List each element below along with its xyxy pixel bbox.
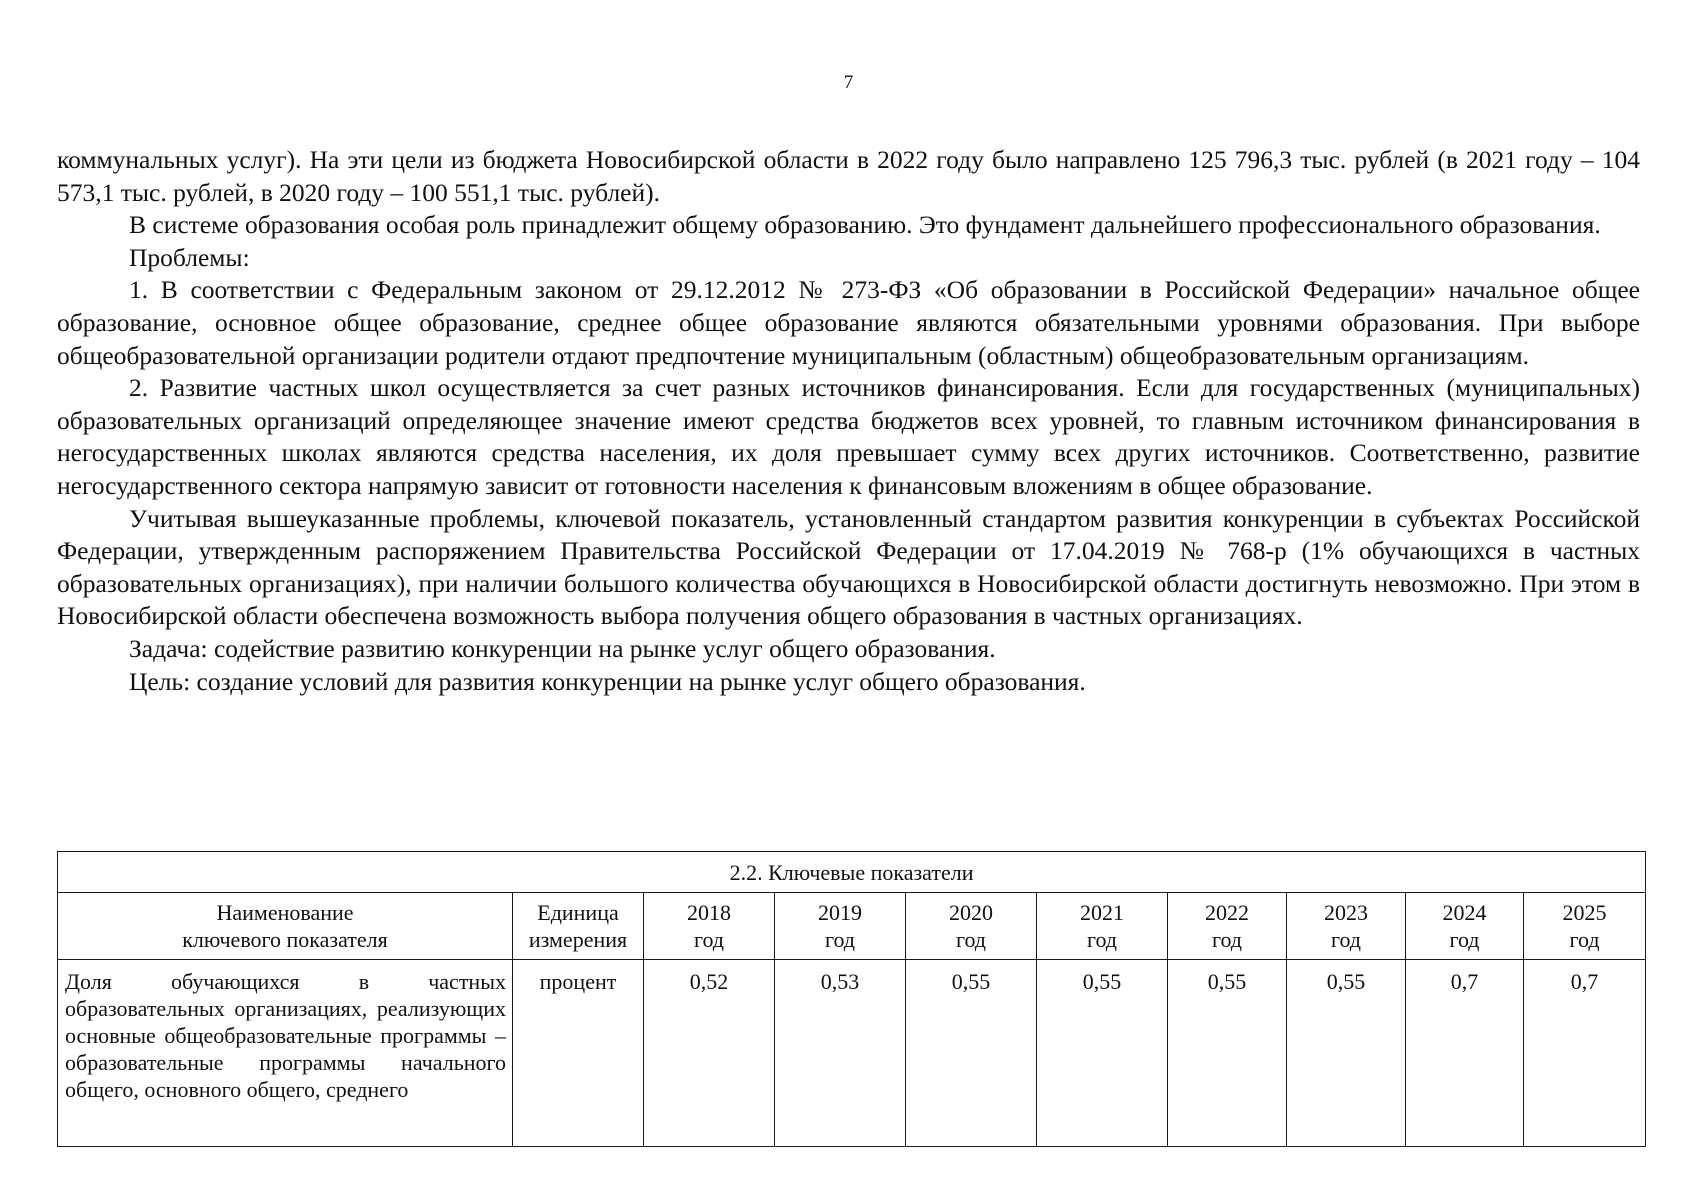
value-2018-cell: 0,52 (644, 960, 775, 1147)
value-2023-cell: 0,55 (1287, 960, 1406, 1147)
header-year-suffix: год (1086, 927, 1118, 952)
value-2022-cell: 0,55 (1168, 960, 1287, 1147)
header-indicator-name-line1: Наименование (216, 900, 354, 925)
value-2021-cell: 0,55 (1037, 960, 1168, 1147)
value-2024-cell: 0,7 (1406, 960, 1524, 1147)
header-year-suffix: год (824, 927, 856, 952)
header-year-2018 (644, 893, 775, 960)
header-year-2024 (1406, 893, 1524, 960)
paragraph-continuation: коммунальных услуг). На эти цели из бюджета Новосибирской области в 2022 году было направлено 125 796,3 тыс. рублей (в 2021 году – 104 573,1 тыс. рублей, в 2020 году – 100 551,1 тыс. рублей). (57, 145, 1640, 207)
header-year-2025 (1524, 893, 1646, 960)
header-year-suffix: год (1211, 927, 1243, 952)
value-2019-cell: 0,53 (775, 960, 906, 1147)
paragraph-goal: Цель: создание условий для развития конкуренции на рынке услуг общего образования. (129, 666, 1086, 696)
header-year: 2022 (1205, 900, 1249, 925)
value-2020-cell: 0,55 (906, 960, 1037, 1147)
header-year-2021 (1037, 893, 1168, 960)
header-year: 2018 (687, 900, 731, 925)
header-year-suffix: год (1569, 927, 1600, 952)
header-unit-line1: Единица (537, 900, 619, 925)
header-year-2022 (1168, 893, 1287, 960)
value-2025-cell: 0,7 (1524, 960, 1646, 1147)
header-unit (513, 893, 644, 960)
header-year: 2019 (818, 900, 862, 925)
header-year-suffix: год (1449, 927, 1480, 952)
header-year: 2023 (1324, 900, 1368, 925)
header-year-suffix: год (693, 927, 725, 952)
header-year: 2021 (1080, 900, 1124, 925)
table-caption: 2.2. Ключевые показатели (58, 852, 1646, 893)
table-header-row (58, 893, 1646, 960)
key-indicators-table (57, 851, 1646, 1147)
unit-cell: процент (513, 960, 644, 1147)
header-year-2019 (775, 893, 906, 960)
header-year-2023 (1287, 893, 1406, 960)
header-indicator-name-line2: ключевого показателя (182, 927, 388, 952)
header-unit-line2: измерения (528, 927, 628, 952)
paragraph-problems-heading: Проблемы: (129, 242, 250, 272)
body-text (57, 144, 1640, 698)
header-indicator-name (58, 893, 513, 960)
header-year: 2025 (1562, 900, 1607, 925)
header-year: 2020 (949, 900, 993, 925)
header-year: 2024 (1442, 900, 1487, 925)
paragraph-task: Задача: содействие развитию конкуренции на рынке услуг общего образования. (129, 633, 996, 663)
paragraph-problem-2: 2. Развитие частных школ осуществляется за счет разных источников финансирования. Если для государственных (муниципальных) образовательных организаций определяющее значение имеют средства бюджетов всех уровней, то главным источником финансирования в негосударственных школах являются средства населения, их доля превышает сумму всех других источников. Соответственно, развитие негосударственного сектора напрямую зависит от готовности населения к финансовым вложениям в общее образование. (57, 373, 1640, 500)
indicator-name-cell: Доля обучающихся в частных образовательных организациях, реализующих основные общеобразовательные программы – образовательные программы начального общего, основного общего, среднего (58, 960, 513, 1147)
paragraph-key-indicator: Учитывая вышеуказанные проблемы, ключевой показатель, установленный стандартом развития конкуренции в субъектах Российской Федерации, утвержденным распоряжением Правительства Российской Федерации от 17.04.2019 № 768-р (1% обучающихся в частных образовательных организациях), при наличии большого количества обучающихся в Новосибирской области достигнуть невозможно. При этом в Новосибирской области обеспечена возможность выбора получения общего образования в частных организациях. (57, 503, 1640, 631)
header-year-suffix: год (1330, 927, 1362, 952)
header-year-suffix: год (955, 927, 987, 952)
paragraph-general-education: В системе образования особая роль принадлежит общему образованию. Это фундамент дальнейшего профессионального образования. (129, 210, 1601, 240)
header-year-2020 (906, 893, 1037, 960)
table-row (58, 960, 1646, 1147)
paragraph-problem-1: 1. В соответствии с Федеральным законом от 29.12.2012 № 273-ФЗ «Об образовании в Российской Федерации» начальное общее образование, основное общее образование, среднее общее образование являются обязательными уровнями образования. При выборе общеобразовательной организации родители отдают предпочтение муниципальным (областным) общеобразовательным организациям. (57, 275, 1640, 370)
page-number: 7 (843, 72, 854, 93)
